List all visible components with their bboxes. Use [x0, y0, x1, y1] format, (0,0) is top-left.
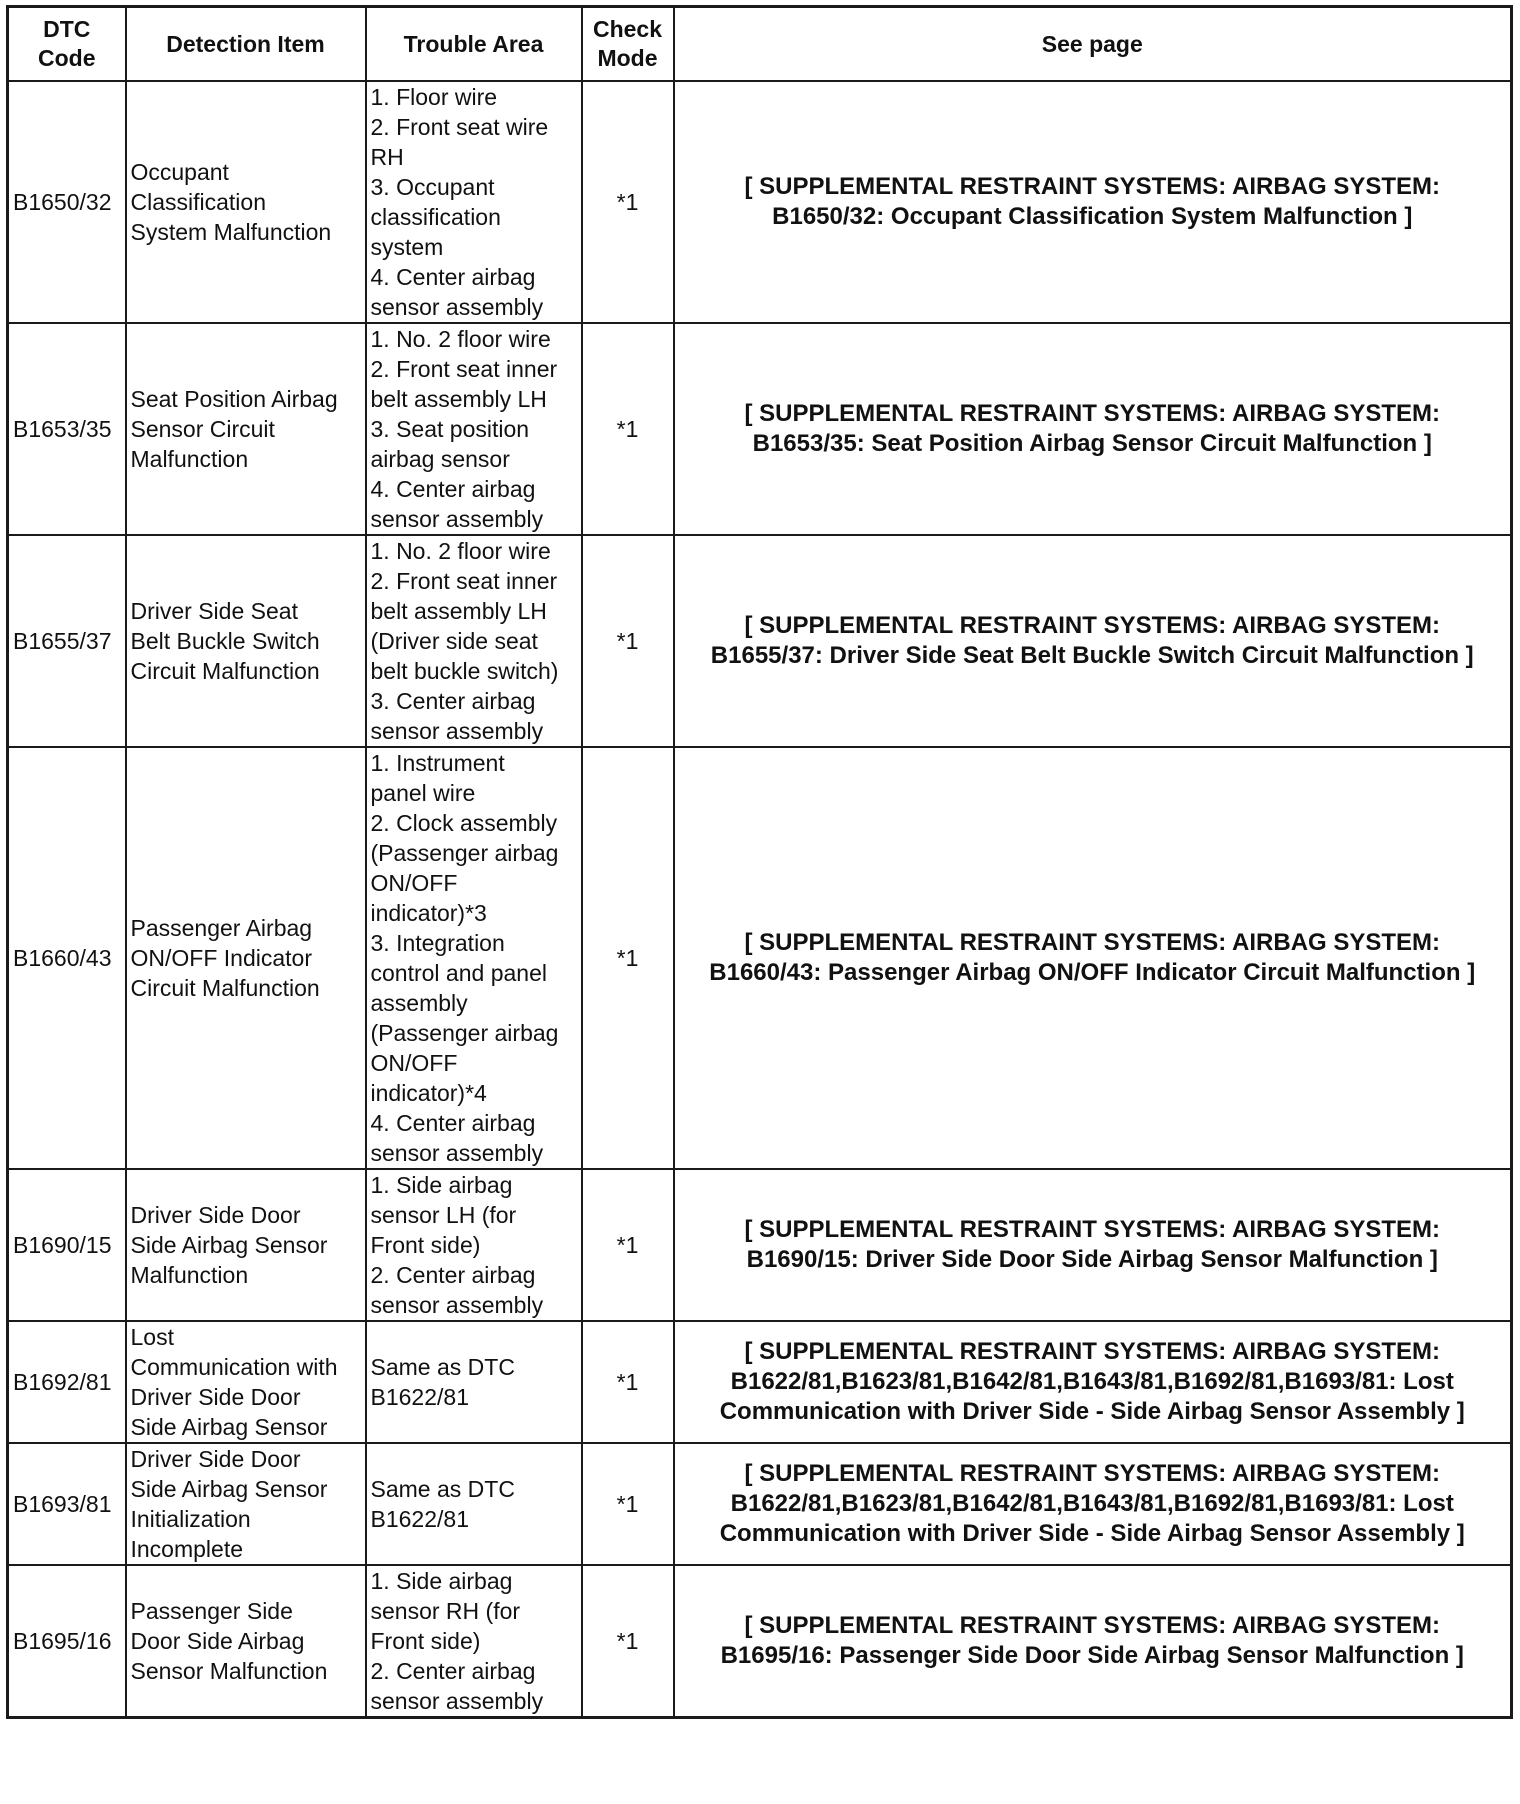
dtc-code-cell: B1692/81 — [8, 1321, 126, 1443]
detection-item-cell — [126, 81, 366, 323]
item-line: Initialization — [130, 1506, 251, 1532]
detection-item-cell — [126, 1443, 366, 1565]
check-mode-cell: *1 — [582, 747, 674, 1169]
item-line: Circuit Malfunction — [130, 975, 320, 1001]
item-line: Sensor Circuit — [130, 416, 275, 442]
header-detection-item: Detection Item — [126, 7, 366, 82]
dtc-code-cell: B1695/16 — [8, 1565, 126, 1718]
page-line: [ SUPPLEMENTAL RESTRAINT SYSTEMS: AIRBAG SYSTEM: — [744, 173, 1441, 200]
dtc-code-cell: B1693/81 — [8, 1443, 126, 1565]
area-line: 2. Front seat wire — [370, 114, 549, 140]
area-line: ON/OFF — [370, 870, 458, 896]
check-mode-cell: *1 — [582, 1565, 674, 1718]
check-mode-cell: *1 — [582, 535, 674, 747]
see-page-link[interactable] — [674, 1443, 1512, 1565]
item-line: Driver Side Door — [130, 1202, 301, 1228]
area-line: sensor assembly — [370, 1292, 544, 1318]
dtc-code-cell: B1660/43 — [8, 747, 126, 1169]
item-line: Seat Position Airbag — [130, 386, 338, 412]
trouble-area-cell — [366, 1565, 582, 1718]
trouble-area-cell — [366, 1321, 582, 1443]
check-mode-cell: *1 — [582, 81, 674, 323]
table-row — [8, 323, 1512, 535]
area-line: 2. Center airbag — [370, 1262, 536, 1288]
item-line: Driver Side Door — [130, 1446, 301, 1472]
item-line: Side Airbag Sensor — [130, 1232, 328, 1258]
detection-item-cell — [126, 535, 366, 747]
check-mode-cell: *1 — [582, 1169, 674, 1321]
item-line: Door Side Airbag — [130, 1628, 305, 1654]
trouble-area-cell — [366, 747, 582, 1169]
area-line: sensor assembly — [370, 506, 544, 532]
table-row — [8, 81, 1512, 323]
see-page-link[interactable] — [674, 81, 1512, 323]
see-page-link[interactable] — [674, 535, 1512, 747]
page-line: B1655/37: Driver Side Seat Belt Buckle Switch Circuit Malfunction ] — [710, 642, 1474, 669]
see-page-link[interactable] — [674, 1169, 1512, 1321]
item-line: Driver Side Seat — [130, 598, 298, 624]
area-line: sensor assembly — [370, 294, 544, 320]
item-line: Occupant — [130, 159, 229, 185]
trouble-area-cell — [366, 323, 582, 535]
page-line: [ SUPPLEMENTAL RESTRAINT SYSTEMS: AIRBAG SYSTEM: — [744, 929, 1441, 956]
detection-item-cell — [126, 1321, 366, 1443]
dtc-code-cell: B1655/37 — [8, 535, 126, 747]
item-line: Side Airbag Sensor — [130, 1476, 328, 1502]
area-line: (Passenger airbag — [370, 840, 559, 866]
area-line: 1. Floor wire — [370, 84, 498, 110]
area-line: 1. Instrument — [370, 750, 505, 776]
area-line: 1. No. 2 floor wire — [370, 538, 551, 564]
item-line: Belt Buckle Switch — [130, 628, 320, 654]
see-page-link[interactable] — [674, 1565, 1512, 1718]
area-line: 3. Center airbag — [370, 688, 536, 714]
area-line: (Passenger airbag — [370, 1020, 559, 1046]
item-line: Passenger Airbag — [130, 915, 313, 941]
area-line: 4. Center airbag — [370, 476, 536, 502]
page-line: Communication with Driver Side - Side Airbag Sensor Assembly ] — [719, 1398, 1465, 1425]
see-page-link[interactable] — [674, 747, 1512, 1169]
trouble-area-cell — [366, 1169, 582, 1321]
area-line: assembly — [370, 990, 468, 1016]
item-line: ON/OFF Indicator — [130, 945, 312, 971]
detection-item-cell — [126, 1169, 366, 1321]
item-line: Incomplete — [130, 1536, 244, 1562]
table-row — [8, 1321, 1512, 1443]
detection-item-cell — [126, 323, 366, 535]
header-trouble-area: Trouble Area — [366, 7, 582, 82]
area-line: indicator)*4 — [370, 1080, 487, 1106]
page-line: B1622/81,B1623/81,B1642/81,B1643/81,B1692/81,B1693/81: Lost — [730, 1368, 1454, 1395]
dtc-code-cell: B1650/32 — [8, 81, 126, 323]
area-line: Same as DTC — [370, 1476, 515, 1502]
item-line: Malfunction — [130, 446, 249, 472]
item-line: Malfunction — [130, 1262, 249, 1288]
check-mode-cell: *1 — [582, 1321, 674, 1443]
area-line: 2. Front seat inner — [370, 356, 558, 382]
area-line: 4. Center airbag — [370, 1110, 536, 1136]
page-line: [ SUPPLEMENTAL RESTRAINT SYSTEMS: AIRBAG SYSTEM: — [744, 1460, 1441, 1487]
area-line: indicator)*3 — [370, 900, 487, 926]
area-line: 4. Center airbag — [370, 264, 536, 290]
page-line: [ SUPPLEMENTAL RESTRAINT SYSTEMS: AIRBAG SYSTEM: — [744, 1338, 1441, 1365]
area-line: 1. No. 2 floor wire — [370, 326, 551, 352]
dtc-table — [6, 5, 1513, 1719]
area-line: B1622/81 — [370, 1506, 469, 1532]
table-row — [8, 1169, 1512, 1321]
area-line: 3. Seat position — [370, 416, 530, 442]
table-row — [8, 1565, 1512, 1718]
area-line: sensor LH (for — [370, 1202, 517, 1228]
item-line: Passenger Side — [130, 1598, 293, 1624]
item-line: Communication with — [130, 1354, 338, 1380]
dtc-code-cell: B1690/15 — [8, 1169, 126, 1321]
trouble-area-cell — [366, 1443, 582, 1565]
trouble-area-cell — [366, 81, 582, 323]
page-line: [ SUPPLEMENTAL RESTRAINT SYSTEMS: AIRBAG SYSTEM: — [744, 1612, 1441, 1639]
area-line: control and panel — [370, 960, 547, 986]
area-line: 2. Front seat inner — [370, 568, 558, 594]
table-row — [8, 747, 1512, 1169]
area-line: airbag sensor — [370, 446, 510, 472]
area-line: Front side) — [370, 1628, 481, 1654]
item-line: Sensor Malfunction — [130, 1658, 328, 1684]
item-line: Driver Side Door — [130, 1384, 301, 1410]
check-mode-cell: *1 — [582, 323, 674, 535]
page-line: B1622/81,B1623/81,B1642/81,B1643/81,B1692/81,B1693/81: Lost — [730, 1490, 1454, 1517]
area-line: classification — [370, 204, 501, 230]
area-line: Front side) — [370, 1232, 481, 1258]
area-line: 1. Side airbag — [370, 1172, 513, 1198]
area-line: sensor assembly — [370, 718, 544, 744]
item-line: Side Airbag Sensor — [130, 1414, 328, 1440]
area-line: Same as DTC — [370, 1354, 515, 1380]
page-line: B1660/43: Passenger Airbag ON/OFF Indicator Circuit Malfunction ] — [709, 959, 1476, 986]
trouble-area-cell — [366, 535, 582, 747]
area-line: 2. Clock assembly — [370, 810, 558, 836]
page-line: B1695/16: Passenger Side Door Side Airbag Sensor Malfunction ] — [720, 1642, 1464, 1669]
area-line: RH — [370, 144, 404, 170]
area-line: panel wire — [370, 780, 476, 806]
header-see-page: See page — [674, 7, 1512, 82]
area-line: 1. Side airbag — [370, 1568, 513, 1594]
item-line: Lost — [130, 1324, 174, 1350]
header-row — [8, 7, 1512, 82]
header-check-mode: Check Mode — [582, 7, 674, 82]
page-line: [ SUPPLEMENTAL RESTRAINT SYSTEMS: AIRBAG SYSTEM: — [744, 1216, 1441, 1243]
area-line: belt buckle switch) — [370, 658, 559, 684]
area-line: B1622/81 — [370, 1384, 469, 1410]
see-page-link[interactable] — [674, 1321, 1512, 1443]
area-line: 3. Integration — [370, 930, 505, 956]
detection-item-cell — [126, 1565, 366, 1718]
area-line: system — [370, 234, 444, 260]
item-line: System Malfunction — [130, 219, 332, 245]
page-line: [ SUPPLEMENTAL RESTRAINT SYSTEMS: AIRBAG SYSTEM: — [744, 612, 1441, 639]
table-row — [8, 535, 1512, 747]
check-mode-cell: *1 — [582, 1443, 674, 1565]
page-line: [ SUPPLEMENTAL RESTRAINT SYSTEMS: AIRBAG SYSTEM: — [744, 400, 1441, 427]
dtc-code-cell: B1653/35 — [8, 323, 126, 535]
table-row — [8, 1443, 1512, 1565]
area-line: 2. Center airbag — [370, 1658, 536, 1684]
page-line: B1653/35: Seat Position Airbag Sensor Circuit Malfunction ] — [752, 430, 1432, 457]
area-line: (Driver side seat — [370, 628, 538, 654]
area-line: sensor RH (for — [370, 1598, 521, 1624]
area-line: belt assembly LH — [370, 386, 547, 412]
page-line: Communication with Driver Side - Side Airbag Sensor Assembly ] — [719, 1520, 1465, 1547]
area-line: ON/OFF — [370, 1050, 458, 1076]
area-line: sensor assembly — [370, 1688, 544, 1714]
see-page-link[interactable] — [674, 323, 1512, 535]
area-line: belt assembly LH — [370, 598, 547, 624]
item-line: Circuit Malfunction — [130, 658, 320, 684]
area-line: sensor assembly — [370, 1140, 544, 1166]
header-dtc-code: DTC Code — [8, 7, 126, 82]
page-line: B1690/15: Driver Side Door Side Airbag Sensor Malfunction ] — [746, 1246, 1438, 1273]
area-line: 3. Occupant — [370, 174, 495, 200]
detection-item-cell — [126, 747, 366, 1169]
item-line: Classification — [130, 189, 266, 215]
page-line: B1650/32: Occupant Classification System Malfunction ] — [772, 203, 1413, 230]
